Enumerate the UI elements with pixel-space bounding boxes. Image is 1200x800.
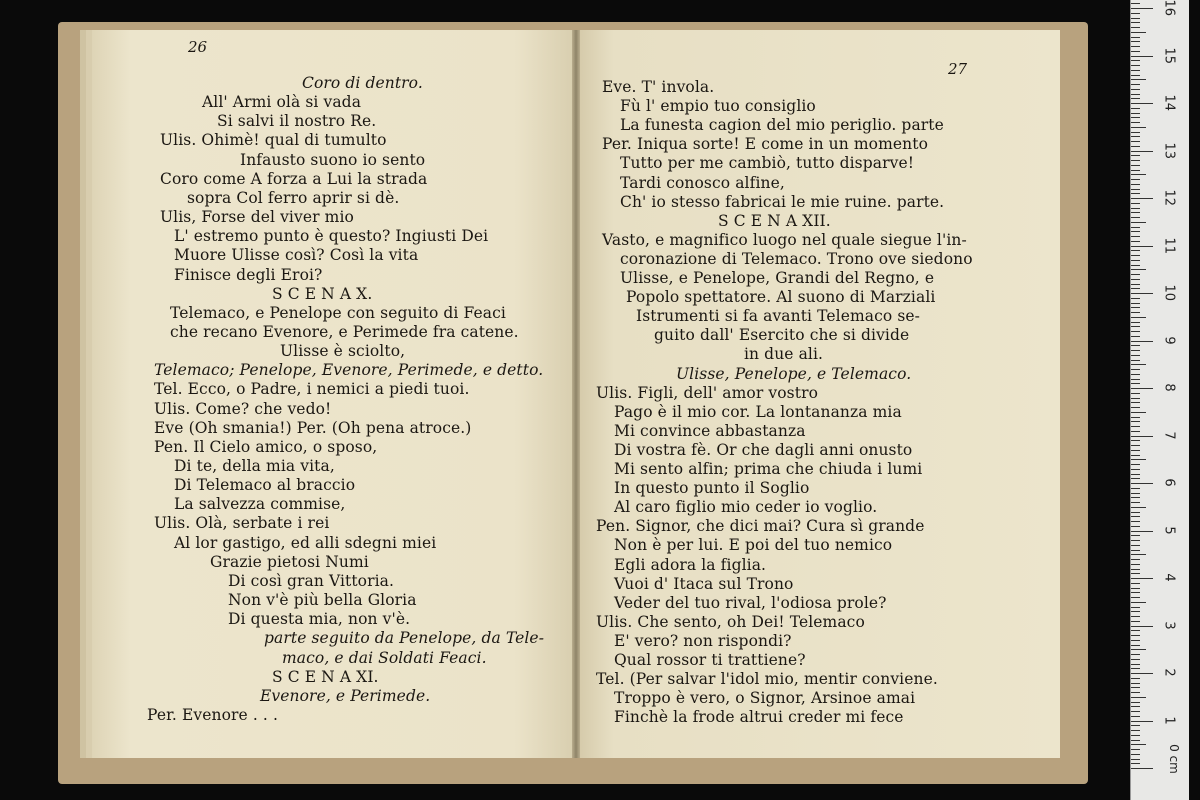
ruler-tick bbox=[1131, 331, 1140, 332]
text-line: Fù l' empio tuo consiglio bbox=[620, 97, 816, 116]
ruler-tick bbox=[1131, 706, 1140, 707]
text-line: Pen. Il Cielo amico, o sposo, bbox=[154, 437, 378, 456]
ruler-tick bbox=[1131, 407, 1140, 408]
text-line: Telemaco, e Penelope con seguito di Feaci bbox=[170, 303, 506, 322]
ruler-tick bbox=[1131, 645, 1140, 646]
text-line: L' estremo punto è questo? Ingiusti Dei bbox=[174, 227, 489, 246]
ruler-tick bbox=[1131, 616, 1140, 617]
ruler-tick bbox=[1131, 445, 1140, 446]
ruler-number: 11 bbox=[1161, 237, 1177, 254]
text-line: Telemaco; Penelope, Evenore, Perimede, e detto. bbox=[154, 361, 544, 380]
text-line: Mi convince abbastanza bbox=[614, 421, 806, 440]
text-line: Mi sento alfin; prima che chiuda i lumi bbox=[614, 460, 923, 478]
text-line: Eve. T' invola. bbox=[602, 78, 715, 96]
ruler-unit-label: 0 cm bbox=[1166, 744, 1181, 774]
ruler-tick bbox=[1131, 84, 1140, 85]
ruler-tick bbox=[1131, 288, 1140, 289]
ruler-tick bbox=[1131, 65, 1140, 66]
ruler-tick bbox=[1131, 725, 1140, 726]
ruler-tick bbox=[1131, 127, 1146, 128]
text-line: E' vero? non rispondi? bbox=[614, 631, 792, 650]
ruler-tick bbox=[1131, 559, 1140, 560]
ruler-tick bbox=[1131, 526, 1140, 527]
ruler-tick bbox=[1131, 274, 1140, 275]
ruler-tick bbox=[1131, 763, 1140, 764]
ruler-tick bbox=[1131, 250, 1140, 251]
text-line: Di questa mia, non v'è. bbox=[228, 610, 411, 629]
ruler-tick bbox=[1131, 483, 1153, 484]
ruler-tick bbox=[1131, 664, 1140, 665]
text-line: Non v'è più bella Gloria bbox=[228, 591, 417, 610]
ruler-tick bbox=[1131, 18, 1140, 19]
ruler-tick bbox=[1131, 312, 1140, 313]
text-line: Per. Iniqua sorte! E come in un momento bbox=[602, 135, 929, 154]
ruler-tick bbox=[1131, 317, 1146, 318]
ruler-tick bbox=[1131, 151, 1153, 152]
text-line: Tel. (Per salvar l'idol mio, mentir conviene. bbox=[596, 670, 938, 689]
ruler-number: 4 bbox=[1161, 573, 1177, 582]
ruler-tick bbox=[1131, 711, 1140, 712]
ruler-tick bbox=[1131, 113, 1140, 114]
text-line: Coro di dentro. bbox=[302, 74, 423, 92]
ruler-tick bbox=[1131, 621, 1140, 622]
ruler-tick bbox=[1131, 554, 1146, 555]
text-line: Ulis. Come? che vedo! bbox=[154, 399, 332, 418]
ruler-tick bbox=[1131, 611, 1140, 612]
ruler-tick bbox=[1131, 56, 1153, 57]
text-line: in due ali. bbox=[744, 345, 824, 364]
ruler-tick bbox=[1131, 516, 1140, 517]
text-line: Vasto, e magnifico luogo nel quale siegue l'in- bbox=[602, 230, 967, 249]
ruler-tick bbox=[1131, 635, 1140, 636]
text-line: parte seguito da Penelope, da Tele- bbox=[264, 629, 545, 648]
ruler-tick bbox=[1131, 493, 1140, 494]
text-line: La funesta cagion del mio periglio. parte bbox=[620, 116, 944, 135]
ruler-tick bbox=[1131, 578, 1153, 579]
ruler-tick bbox=[1131, 768, 1153, 769]
ruler-tick bbox=[1131, 60, 1140, 61]
ruler-tick bbox=[1131, 255, 1140, 256]
text-line: Ulisse, e Penelope, Grandi del Regno, e bbox=[620, 269, 935, 287]
text-line: Ulis. Figli, dell' amor vostro bbox=[596, 383, 819, 402]
ruler-tick bbox=[1131, 46, 1140, 47]
ruler-number: 3 bbox=[1161, 620, 1177, 630]
ruler-tick bbox=[1131, 189, 1140, 190]
text-line: Non è per lui. E poi del tuo nemico bbox=[614, 536, 893, 555]
ruler-tick bbox=[1131, 236, 1140, 237]
ruler-tick bbox=[1131, 217, 1140, 218]
ruler-tick bbox=[1131, 360, 1140, 361]
book-gutter bbox=[572, 30, 580, 758]
ruler-tick bbox=[1131, 673, 1153, 674]
text-line: Evenore, e Perimede. bbox=[260, 686, 431, 705]
ruler-tick bbox=[1131, 502, 1140, 503]
text-line: Pago è il mio cor. La lontananza mia bbox=[614, 402, 902, 421]
ruler-tick bbox=[1131, 341, 1153, 342]
ruler-number: 2 bbox=[1161, 668, 1177, 677]
ruler-tick bbox=[1131, 521, 1140, 522]
ruler-number: 8 bbox=[1161, 383, 1177, 392]
ruler-tick bbox=[1131, 136, 1140, 137]
ruler-tick bbox=[1131, 388, 1153, 389]
ruler-tick bbox=[1131, 89, 1140, 90]
ruler-tick bbox=[1131, 417, 1140, 418]
ruler-tick bbox=[1131, 269, 1146, 270]
text-line: Ulisse, Penelope, e Telemaco. bbox=[676, 364, 912, 383]
text-line: Troppo è vero, o Signor, Arsinoe amai bbox=[614, 689, 916, 708]
text-line: Istrumenti si fa avanti Telemaco se- bbox=[636, 307, 921, 326]
ruler-tick bbox=[1131, 469, 1140, 470]
ruler-number: 9 bbox=[1161, 335, 1177, 345]
ruler-tick bbox=[1131, 464, 1140, 465]
ruler-tick bbox=[1131, 459, 1146, 460]
ruler-tick bbox=[1131, 122, 1140, 123]
ruler-tick bbox=[1131, 393, 1140, 394]
ruler-tick bbox=[1131, 174, 1146, 175]
ruler-number: 7 bbox=[1161, 430, 1177, 440]
ruler-tick bbox=[1131, 398, 1140, 399]
text-line: All' Armi olà si vada bbox=[202, 93, 362, 112]
ruler-tick bbox=[1131, 79, 1146, 80]
ruler-tick bbox=[1131, 721, 1153, 722]
page-number-left: 26 bbox=[188, 38, 208, 56]
ruler-tick bbox=[1131, 512, 1140, 513]
text-line: S C E N A X. bbox=[272, 284, 373, 303]
text-line: Di così gran Vittoria. bbox=[228, 571, 395, 590]
text-line: che recano Evenore, e Perimede fra catene. bbox=[170, 322, 519, 341]
text-line: Pen. Signor, che dici mai? Cura sì grande bbox=[596, 517, 925, 536]
ruler-number: 13 bbox=[1161, 142, 1177, 159]
ruler-tick bbox=[1131, 379, 1140, 380]
ruler-tick bbox=[1131, 3, 1140, 4]
text-line: guito dall' Esercito che si divide bbox=[654, 326, 910, 345]
text-line: coronazione di Telemaco. Trono ove siedono bbox=[620, 249, 973, 268]
ruler-tick bbox=[1131, 507, 1146, 508]
ruler-tick bbox=[1131, 602, 1146, 603]
ruler-tick bbox=[1131, 222, 1146, 223]
ruler-tick bbox=[1131, 687, 1140, 688]
text-line: Ulis. Che sento, oh Dei! Telemaco bbox=[596, 612, 865, 631]
text-line: Di vostra fè. Or che dagli anni onusto bbox=[614, 440, 913, 459]
text-line: Veder del tuo rival, l'odiosa prole? bbox=[614, 593, 887, 612]
text-line: Tel. Ecco, o Padre, i nemici a piedi tuoi. bbox=[154, 380, 470, 399]
ruler-tick bbox=[1131, 412, 1146, 413]
ruler-tick bbox=[1131, 246, 1153, 247]
ruler-tick bbox=[1131, 13, 1140, 14]
ruler-tick bbox=[1131, 697, 1146, 698]
ruler-tick bbox=[1131, 170, 1140, 171]
ruler-tick bbox=[1131, 735, 1140, 736]
ruler-tick bbox=[1131, 165, 1140, 166]
page-number-right: 27 bbox=[948, 60, 968, 78]
ruler-tick bbox=[1131, 654, 1140, 655]
text-line: Al lor gastigo, ed alli sdegni miei bbox=[174, 533, 437, 552]
ruler-tick bbox=[1131, 350, 1140, 351]
ruler-tick bbox=[1131, 146, 1140, 147]
ruler-tick bbox=[1131, 626, 1153, 627]
ruler-tick bbox=[1131, 22, 1140, 23]
text-line: Tardi conosco alfine, bbox=[620, 173, 785, 192]
ruler-tick bbox=[1131, 284, 1140, 285]
ruler-tick bbox=[1131, 488, 1140, 489]
ruler-tick bbox=[1131, 227, 1140, 228]
text-line: La salvezza commise, bbox=[174, 495, 346, 514]
ruler-tick bbox=[1131, 279, 1140, 280]
ruler-number: 12 bbox=[1161, 189, 1177, 207]
ruler-number: 6 bbox=[1161, 478, 1177, 487]
ruler-tick bbox=[1131, 659, 1140, 660]
ruler-tick bbox=[1131, 592, 1140, 593]
ruler-tick bbox=[1131, 70, 1140, 71]
ruler-tick bbox=[1131, 231, 1140, 232]
ruler-tick bbox=[1131, 540, 1140, 541]
ruler-tick bbox=[1131, 160, 1140, 161]
text-line: S C E N A XI. bbox=[272, 667, 379, 686]
text-line: sopra Col ferro aprir si dè. bbox=[187, 188, 400, 207]
ruler-tick bbox=[1131, 75, 1140, 76]
ruler-tick bbox=[1131, 193, 1140, 194]
ruler-tick bbox=[1131, 155, 1140, 156]
ruler-tick bbox=[1131, 208, 1140, 209]
ruler-tick bbox=[1131, 336, 1140, 337]
text-line: Per. Evenore . . . bbox=[147, 705, 278, 724]
ruler-tick bbox=[1131, 597, 1140, 598]
text-line: Ulis. Ohimè! qual di tumulto bbox=[160, 131, 387, 150]
ruler-tick bbox=[1131, 293, 1153, 294]
ruler-number: 16 bbox=[1161, 0, 1177, 17]
ruler-tick bbox=[1131, 702, 1140, 703]
right-page bbox=[580, 30, 1060, 758]
ruler-tick bbox=[1131, 640, 1140, 641]
ruler-tick bbox=[1131, 364, 1146, 365]
left-page bbox=[92, 30, 572, 758]
ruler-tick bbox=[1131, 241, 1140, 242]
ruler-tick bbox=[1131, 730, 1140, 731]
ruler-tick bbox=[1131, 455, 1140, 456]
ruler-tick bbox=[1131, 683, 1140, 684]
text-line: Infausto suono io sento bbox=[240, 150, 426, 169]
ruler-number: 15 bbox=[1161, 47, 1177, 64]
ruler-tick bbox=[1131, 369, 1140, 370]
ruler-tick bbox=[1131, 108, 1140, 109]
ruler-number: 5 bbox=[1161, 525, 1177, 535]
text-line: Popolo spettatore. Al suono di Marziali bbox=[626, 288, 936, 307]
ruler-tick bbox=[1131, 307, 1140, 308]
ruler-tick bbox=[1131, 303, 1140, 304]
measurement-ruler bbox=[1130, 0, 1189, 800]
text-line: maco, e dai Soldati Feaci. bbox=[282, 648, 487, 667]
text-line: Ulis. Olà, serbate i rei bbox=[154, 514, 330, 533]
ruler-tick bbox=[1131, 41, 1140, 42]
ruler-tick bbox=[1131, 198, 1153, 199]
text-line: Si salvi il nostro Re. bbox=[217, 112, 377, 131]
ruler-tick bbox=[1131, 132, 1140, 133]
text-line: Egli adora la figlia. bbox=[614, 555, 767, 574]
ruler-tick bbox=[1131, 179, 1140, 180]
ruler-tick bbox=[1131, 431, 1140, 432]
text-line: Coro come A forza a Lui la strada bbox=[160, 169, 428, 188]
ruler-tick bbox=[1131, 421, 1140, 422]
ruler-tick bbox=[1131, 117, 1140, 118]
text-line: Tutto per me cambiò, tutto disparve! bbox=[620, 154, 915, 173]
ruler-tick bbox=[1131, 212, 1140, 213]
ruler-number: 14 bbox=[1161, 94, 1177, 112]
ruler-tick bbox=[1131, 51, 1140, 52]
ruler-tick bbox=[1131, 744, 1146, 745]
ruler-tick bbox=[1131, 692, 1140, 693]
text-line: Di Telemaco al braccio bbox=[174, 476, 356, 495]
ruler-tick bbox=[1131, 436, 1153, 437]
ruler-tick bbox=[1131, 716, 1140, 717]
ruler-tick bbox=[1131, 32, 1146, 33]
ruler-tick bbox=[1131, 27, 1140, 28]
ruler-tick bbox=[1131, 545, 1140, 546]
text-line: Grazie pietosi Numi bbox=[210, 552, 369, 571]
ruler-tick bbox=[1131, 345, 1140, 346]
ruler-tick bbox=[1131, 478, 1140, 479]
ruler-tick bbox=[1131, 141, 1140, 142]
ruler-tick bbox=[1131, 607, 1140, 608]
text-line: Al caro figlio mio ceder io voglio. bbox=[614, 498, 878, 517]
ruler-tick bbox=[1131, 184, 1140, 185]
ruler-tick bbox=[1131, 564, 1140, 565]
ruler-tick bbox=[1131, 355, 1140, 356]
ruler-tick bbox=[1131, 203, 1140, 204]
ruler-tick bbox=[1131, 583, 1140, 584]
ruler-tick bbox=[1131, 573, 1140, 574]
text-line: Eve (Oh smania!) Per. (Oh pena atroce.) bbox=[154, 418, 472, 437]
text-line: Ch' io stesso fabricai le mie ruine. parte. bbox=[620, 192, 945, 211]
ruler-tick bbox=[1131, 550, 1140, 551]
ruler-tick bbox=[1131, 440, 1140, 441]
text-line: Ulisse è sciolto, bbox=[280, 342, 406, 361]
ruler-tick bbox=[1131, 37, 1140, 38]
ruler-tick bbox=[1131, 98, 1140, 99]
ruler-tick bbox=[1131, 402, 1140, 403]
ruler-tick bbox=[1131, 535, 1140, 536]
ruler-number: 10 bbox=[1161, 284, 1177, 302]
ruler-tick bbox=[1131, 531, 1153, 532]
ruler-tick bbox=[1131, 265, 1140, 266]
text-line: Qual rossor ti trattiene? bbox=[614, 651, 806, 669]
ruler-tick bbox=[1131, 569, 1140, 570]
ruler-tick bbox=[1131, 474, 1140, 475]
ruler-tick bbox=[1131, 426, 1140, 427]
ruler-tick bbox=[1131, 298, 1140, 299]
ruler-tick bbox=[1131, 326, 1140, 327]
ruler-tick bbox=[1131, 630, 1140, 631]
ruler-tick bbox=[1131, 740, 1140, 741]
text-line: Ulis, Forse del viver mio bbox=[160, 208, 354, 227]
ruler-tick bbox=[1131, 322, 1140, 323]
ruler-tick bbox=[1131, 754, 1140, 755]
text-line: Finisce degli Eroi? bbox=[174, 265, 323, 284]
text-line: Muore Ulisse così? Così la vita bbox=[174, 246, 419, 265]
ruler-tick bbox=[1131, 383, 1140, 384]
text-line: S C E N A XII. bbox=[718, 211, 831, 230]
ruler-tick bbox=[1131, 103, 1153, 104]
ruler-number: 1 bbox=[1161, 715, 1177, 725]
ruler-tick bbox=[1131, 649, 1146, 650]
text-line: In questo punto il Soglio bbox=[614, 479, 810, 498]
ruler-tick bbox=[1131, 94, 1140, 95]
text-line: Finchè la frode altrui creder mi fece bbox=[614, 708, 904, 727]
ruler-tick bbox=[1131, 668, 1140, 669]
ruler-tick bbox=[1131, 374, 1140, 375]
text-line: Di te, della mia vita, bbox=[174, 457, 335, 475]
ruler-tick bbox=[1131, 759, 1140, 760]
ruler-tick bbox=[1131, 678, 1140, 679]
ruler-tick bbox=[1131, 749, 1140, 750]
text-line: Vuoi d' Itaca sul Trono bbox=[614, 574, 794, 593]
ruler-tick bbox=[1131, 450, 1140, 451]
ruler-tick bbox=[1131, 497, 1140, 498]
ruler-tick bbox=[1131, 588, 1140, 589]
ruler-tick bbox=[1131, 260, 1140, 261]
ruler-tick bbox=[1131, 8, 1153, 9]
